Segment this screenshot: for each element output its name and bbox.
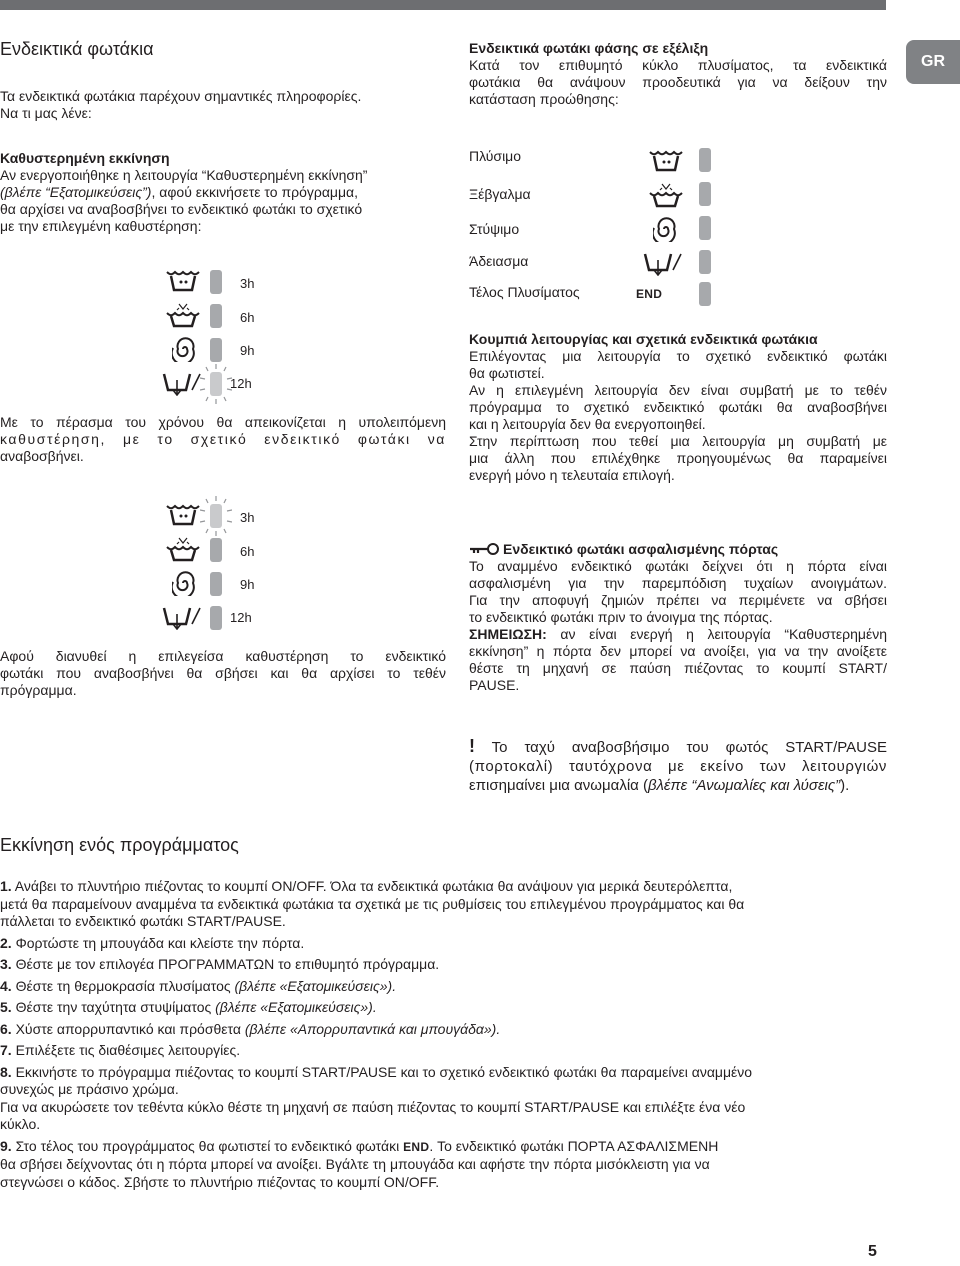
warn-text: Το ταχύ αναβοσβήσιμο του φωτός START/PAUSE bbox=[475, 739, 887, 756]
delay-label: 6h bbox=[240, 544, 255, 559]
text-line: Αν η επιλεγμένη λειτουργία δεν είναι συμβατή με το τεθέν bbox=[469, 382, 887, 398]
step-9-cont: θα σβήσει δείχνοντας ότι η πόρτα μπορεί να ανοίξει. Βγάλτε τη μπουγάδα και αφήστε την πόρτα μισόκλειστη για να bbox=[0, 1156, 710, 1172]
blink-rays-icon bbox=[200, 364, 232, 404]
step-7 bbox=[0, 1042, 890, 1060]
text-line: φωτάκι που αναβοσβήνει θα σβήσει και θα αρχίσει το τεθέν bbox=[0, 665, 446, 681]
text-line: πρόγραμμα το σχετικό ενδεικτικό φωτάκι θα αναβοσβήνει bbox=[469, 399, 887, 415]
text-line: φωτάκια θα ανάψουν προοδευτικά για να δείξουν την bbox=[469, 74, 887, 90]
step-8-cont: Για να ακυρώσετε τον τεθέντα κύκλο θέστε τη μηχανή σε παύση πιέζοντας το κουμπί START/PAUSE και επιλέξτε ένα νέο bbox=[0, 1098, 746, 1115]
warn-line: (πορτοκαλί) ταυτόχρονα με εκείνο των λειτουργιών bbox=[469, 758, 887, 775]
text-line: αναβοσβήνει. bbox=[0, 448, 84, 464]
phase-drain-label: Άδειασμα bbox=[469, 253, 529, 269]
spin-icon bbox=[653, 216, 679, 242]
door-lock-section bbox=[469, 541, 887, 694]
warn-text: ). bbox=[840, 777, 850, 794]
step-9-cont: στεγνώσει ο κάδος. Σβήστε το πλυντήριο πιέζοντας το κουμπί ON/OFF. bbox=[0, 1173, 440, 1190]
time-passing-text bbox=[0, 414, 446, 465]
step-number: 2. bbox=[0, 934, 12, 951]
text-line: ασφαλισμένη για την παρεμπόδιση τυχαίων ανοιγμάτων. bbox=[469, 575, 887, 591]
delay-diagram-2 bbox=[160, 502, 280, 632]
wash-icon bbox=[166, 504, 200, 526]
warn-line bbox=[469, 737, 887, 757]
step-text: Θέστε τη θερμοκρασία πλυσίματος bbox=[11, 977, 235, 994]
note-line: θέστε τη μηχανή σε παύση πιέζοντας το κουμπί START/ bbox=[469, 660, 887, 676]
led-rinse bbox=[699, 182, 711, 206]
buttons-section bbox=[469, 331, 887, 484]
led-spin bbox=[699, 216, 711, 240]
text-line: Για την αποφυγή ζημιών πρέπει να περιμένετε να σβήσει bbox=[469, 592, 887, 608]
delay-label: 12h bbox=[230, 376, 252, 391]
delay-text bbox=[0, 184, 446, 201]
delay-label: 9h bbox=[240, 343, 255, 358]
step-3 bbox=[0, 956, 890, 974]
step-number: 7. bbox=[0, 1042, 12, 1058]
delay-diagram-1 bbox=[160, 268, 280, 398]
rinse-icon bbox=[649, 182, 683, 208]
phase-rinse-label: Ξέβγαλμα bbox=[469, 186, 531, 202]
text-line: πρόγραμμα. bbox=[0, 682, 77, 698]
spin-icon bbox=[172, 336, 198, 362]
note-line bbox=[469, 626, 887, 643]
step-8-cont: συνεχώς με πράσινο χρώμα. bbox=[0, 1081, 179, 1097]
note-label: ΣΗΜΕΙΩΣΗ: bbox=[469, 626, 547, 642]
intro-line: Τα ενδεικτικά φωτάκια παρέχουν σημαντικές πληροφορίες. bbox=[0, 88, 362, 104]
spin-icon bbox=[172, 570, 198, 596]
led-6h bbox=[210, 538, 222, 562]
step-number: 5. bbox=[0, 999, 12, 1015]
text-line: Αφού διανυθεί η επιλεγείσα καθυστέρηση το ενδεικτικό bbox=[0, 648, 446, 664]
delay-heading: Καθυστερημένη εκκίνηση bbox=[0, 150, 170, 166]
step-number: 8. bbox=[0, 1063, 12, 1080]
page-number: 5 bbox=[868, 1243, 877, 1260]
end-icon: END bbox=[403, 1139, 430, 1154]
text-line: Επιλέγοντας μια λειτουργία το σχετικό ενδεικτικό φωτάκι bbox=[469, 348, 887, 364]
led-drain bbox=[699, 250, 711, 274]
intro bbox=[0, 88, 440, 122]
step-number: 3. bbox=[0, 956, 12, 972]
step-8 bbox=[0, 1064, 890, 1082]
led-12h bbox=[210, 606, 222, 630]
step-ref: (βλέπε «Απορρυπαντικά και μπουγάδα»). bbox=[244, 1020, 501, 1037]
delay-ref: (βλέπε “Εξατομικεύσεις”) bbox=[0, 184, 152, 200]
delay-label: 12h bbox=[230, 610, 252, 625]
warn-text: επισημαίνει μια ανωμαλία ( bbox=[469, 777, 648, 794]
note-line: εκκίνηση” η πόρτα δεν μπορεί να ανοίξει, για να την ανοίξετε bbox=[469, 643, 887, 659]
delay-text: Αν ενεργοποιήθηκε η λειτουργία “Καθυστερημένη εκκίνηση” bbox=[0, 167, 368, 183]
start-program-title: Εκκίνηση ενός προγράμματος bbox=[0, 835, 239, 855]
after-delay-text bbox=[0, 648, 446, 699]
indicators-title: Ενδεικτικά φωτάκια bbox=[0, 39, 154, 59]
step-ref: (βλέπε «Εξατομικεύσεις»). bbox=[215, 999, 377, 1015]
note-text: αν είναι ενεργή η λειτουργία “Καθυστερημένη bbox=[546, 626, 887, 642]
warn-line bbox=[469, 776, 887, 795]
phase-end-label: Τέλος Πλυσίματος bbox=[469, 284, 580, 300]
led-9h bbox=[210, 572, 222, 596]
step-9 bbox=[0, 1138, 890, 1157]
delay-text: θα αρχίσει να αναβοσβήνει το ενδεικτικό φωτάκι το σχετικό bbox=[0, 201, 363, 217]
drain-icon bbox=[162, 370, 202, 396]
warn-ref: βλέπε “Ανωμαλίες και λύσεις” bbox=[647, 777, 841, 794]
step-text: Χύστε απορρυπαντικό και πρόσθετα bbox=[11, 1020, 245, 1037]
delay-label: 3h bbox=[240, 510, 255, 525]
phase-list bbox=[469, 140, 729, 310]
step-text: Θέστε την ταχύτητα στυψίματος bbox=[11, 999, 216, 1015]
end-icon: END bbox=[636, 287, 663, 301]
step-number: 6. bbox=[0, 1020, 12, 1037]
led-9h bbox=[210, 338, 222, 362]
delay-text-tail: , αφού εκκινήσετε το πρόγραμμα, bbox=[151, 184, 359, 200]
start-steps bbox=[0, 878, 890, 1191]
step-text: . Το ενδεικτικό φωτάκι ΠΟΡΤΑ ΑΣΦΑΛΙΣΜΕΝΗ bbox=[429, 1137, 719, 1154]
step-text: Ανάβει το πλυντήριο πιέζοντας το κουμπί ON/OFF. Όλα τα ενδεικτικά φωτάκια θα ανάψουν για μερικά δευτερόλεπτα, bbox=[11, 878, 733, 894]
step-number: 9. bbox=[0, 1137, 12, 1154]
warning-section bbox=[469, 737, 887, 795]
drain-icon bbox=[162, 604, 202, 630]
text-line: μια άλλη που επιλέχθηκε προηγουμένως θα παραμείνει bbox=[469, 450, 887, 466]
step-number: 4. bbox=[0, 977, 12, 994]
lock-heading-row bbox=[469, 541, 887, 558]
step-1 bbox=[0, 878, 890, 896]
text-line: Κατά τον επιθυμητό κύκλο πλυσίματος, τα ενδεικτικά bbox=[469, 57, 887, 73]
step-1-cont: μετά θα παραμείνουν αναμμένα τα ενδεικτικά φωτάκια τα σχετικά με τις ρυθμίσεις του επιλεγμένου προγράμματος και θα bbox=[0, 895, 745, 912]
note-line: PAUSE. bbox=[469, 677, 520, 693]
phase-heading: Ενδεικτικά φωτάκι φάσης σε εξέλιξη bbox=[469, 40, 709, 56]
delay-label: 9h bbox=[240, 577, 255, 592]
delay-section bbox=[0, 150, 446, 235]
step-ref: (βλέπε «Εξατομικεύσεις»). bbox=[234, 977, 397, 994]
top-bar bbox=[0, 0, 886, 10]
rinse-icon bbox=[166, 536, 200, 562]
text-line: Με το πέρασμα του χρόνου θα απεικονίζεται η υπολειπόμενη bbox=[0, 414, 446, 430]
text-line: ενεργή μόνο η τελευταία επιλογή. bbox=[469, 467, 675, 483]
step-number: 1. bbox=[0, 878, 12, 894]
warning-icon: ! bbox=[469, 736, 475, 756]
step-text: Φορτώστε τη μπουγάδα και κλείστε την πόρτα. bbox=[11, 934, 305, 951]
lock-heading: Ενδεικτικό φωτάκι ασφαλισμένης πόρτας bbox=[503, 541, 779, 557]
step-text: Επιλέξετε τις διαθέσιμες λειτουργίες. bbox=[11, 1042, 241, 1058]
phase-section bbox=[469, 40, 887, 108]
step-4 bbox=[0, 978, 890, 996]
wash-icon bbox=[166, 270, 200, 292]
led-3h bbox=[210, 270, 222, 294]
text-line: Το αναμμένο ενδεικτικό φωτάκι δείχνει ότι η πόρτα είναι bbox=[469, 558, 887, 574]
text-line: το ενδεικτικό φωτάκι πριν το άνοιγμα της πόρτας. bbox=[469, 609, 773, 625]
buttons-heading: Κουμπιά λειτουργίας και σχετικά ενδεικτικά φωτάκια bbox=[469, 331, 818, 347]
language-tab: GR bbox=[906, 40, 960, 84]
intro-line: Να τι μας λένε: bbox=[0, 105, 92, 121]
text-line: και η λειτουργία δεν θα ενεργοποιηθεί. bbox=[469, 416, 706, 432]
step-8-cont: κύκλο. bbox=[0, 1116, 41, 1132]
drain-icon bbox=[643, 250, 683, 276]
wash-icon bbox=[649, 150, 683, 172]
rinse-icon bbox=[166, 302, 200, 328]
text-line: θα φωτιστεί. bbox=[469, 365, 545, 381]
step-2 bbox=[0, 935, 890, 953]
step-6 bbox=[0, 1021, 890, 1039]
phase-spin-label: Στύψιμο bbox=[469, 221, 520, 237]
led-end bbox=[699, 282, 711, 306]
delay-text: με την επιλεγμένη καθυστέρηση: bbox=[0, 218, 202, 234]
delay-label: 3h bbox=[240, 276, 255, 291]
led-wash bbox=[699, 148, 711, 172]
text-line: καθυστέρηση, με το σχετικό ενδεικτικό φωτάκι να bbox=[0, 431, 446, 447]
step-text: Θέστε με τον επιλογέα ΠΡΟΓΡΑΜΜΑΤΩΝ το επιθυμητό πρόγραμμα. bbox=[11, 956, 440, 972]
blink-rays-icon bbox=[200, 496, 232, 536]
text-line: κατάσταση προώθησης: bbox=[469, 91, 619, 107]
delay-label: 6h bbox=[240, 310, 255, 325]
phase-wash-label: Πλύσιμο bbox=[469, 148, 522, 164]
step-text: Στο τέλος του προγράμματος θα φωτιστεί το ενδεικτικό φωτάκι bbox=[11, 1137, 404, 1154]
key-lock-icon bbox=[469, 542, 499, 556]
step-5 bbox=[0, 999, 890, 1017]
step-text: Εκκινήστε το πρόγραμμα πιέζοντας το κουμπί START/PAUSE και το σχετικό ενδεικτικό φωτάκι θα παραμείνει αναμμένο bbox=[11, 1063, 753, 1080]
led-6h bbox=[210, 304, 222, 328]
step-1-cont: πάλλεται το ενδεικτικό φωτάκι START/PAUSE. bbox=[0, 913, 286, 929]
text-line: Στην περίπτωση που τεθεί μια λειτουργία μη συμβατή με bbox=[469, 433, 887, 449]
